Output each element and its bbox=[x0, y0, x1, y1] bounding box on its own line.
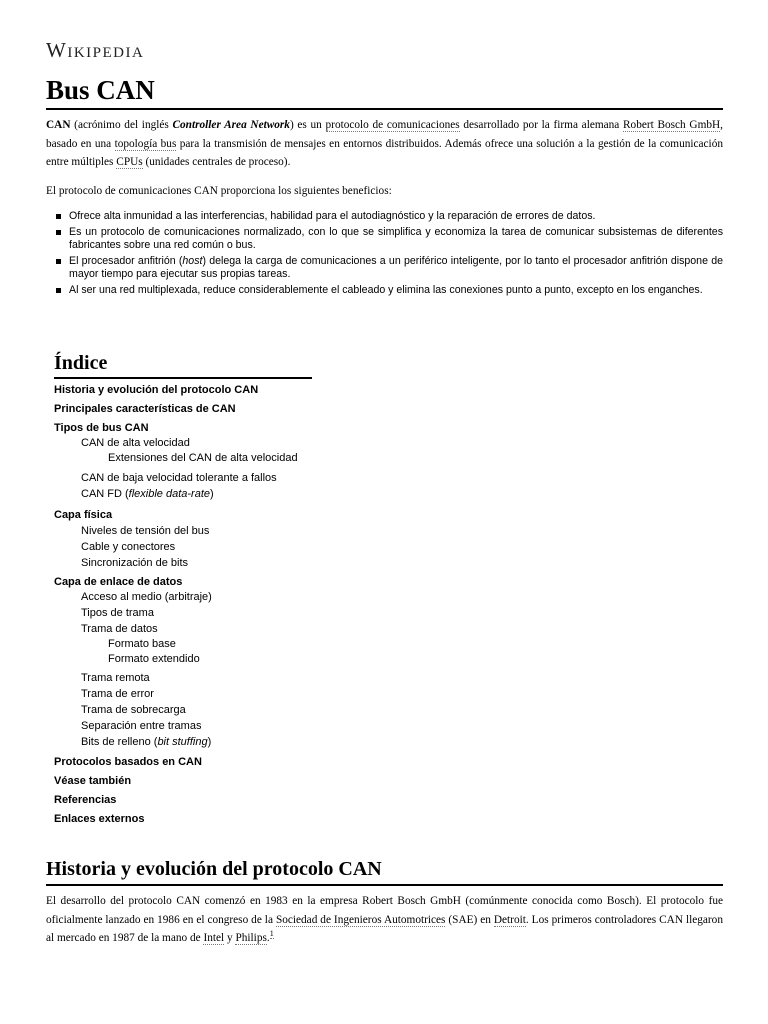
toc-item-vease[interactable]: Véase también bbox=[54, 775, 132, 787]
list-item: Al ser una red multiplexada, reduce considerablemente el cableado y elimina las conexiones punto a punto, excepto en los enganches. bbox=[69, 284, 723, 297]
toc-item-niveles[interactable]: Niveles de tensión del bus bbox=[81, 525, 210, 537]
reference-link[interactable]: 1 bbox=[269, 929, 274, 939]
toc-item-separacion[interactable]: Separación entre tramas bbox=[81, 720, 202, 732]
section-paragraph: El desarrollo del protocolo CAN comenzó en 1983 en la empresa Robert Bosch GmbH (comúnmente conocida como Bosch). El protocolo fue oficialmente lanzado en 1986 en el congreso de la Sociedad de Ingenieros Automotrices (SAE) en Detroit. Los primeros controladores CAN llegaron al mercado en 1987 de la mano de Intel y Philips.$^1$ bbox=[46, 895, 723, 944]
toc-item-formato-base[interactable]: Formato base bbox=[108, 638, 176, 650]
toc-item-alta[interactable]: CAN de alta velocidad bbox=[81, 437, 190, 449]
list-item: Ofrece alta inmunidad a las interferencias, habilidad para el autodiagnóstico y la reparación de errores de datos. bbox=[69, 210, 723, 223]
link-protocolo[interactable]: protocolo de comunicaciones bbox=[325, 119, 460, 131]
article bbox=[46, 38, 723, 301]
page-title: Bus CAN bbox=[46, 74, 723, 110]
lead-paragraph: CAN (acrónimo del inglés Controller Area Network) es un protocolo de comunicaciones desarrollado por la firma alemana Robert Bosch GmbH, basado en una topología bus para la transmisión de mensajes en entornos distribuidos. Además ofrece una solución a la gestión de la comunicación entre múltiples CPUs (unidades centrales de proceso). bbox=[46, 119, 723, 168]
toc-list bbox=[54, 383, 312, 827]
section-historia bbox=[46, 856, 723, 948]
toc-item-protocolos[interactable]: Protocolos basados en CAN bbox=[54, 756, 202, 768]
link-bosch[interactable]: Robert Bosch GmbH bbox=[623, 119, 721, 131]
benefits-list bbox=[46, 210, 723, 298]
benefits-intro: El protocolo de comunicaciones CAN proporciona los siguientes beneficios: bbox=[46, 184, 392, 197]
toc-item-extensiones[interactable]: Extensiones del CAN de alta velocidad bbox=[108, 452, 298, 464]
toc-item-relleno[interactable]: Bits de relleno (bit stuffing) bbox=[81, 736, 212, 748]
toc-item-formato-ext[interactable]: Formato extendido bbox=[108, 653, 200, 665]
list-item: Es un protocolo de comunicaciones normalizado, con lo que se simplifica y economiza la tarea de comunicar subsistemas de diferentes fabricantes sobre una red común o bus. bbox=[69, 226, 723, 251]
link-cpus[interactable]: CPUs bbox=[116, 156, 143, 168]
toc-item-trama-sobrecarga[interactable]: Trama de sobrecarga bbox=[81, 704, 186, 716]
table-of-contents bbox=[54, 350, 312, 827]
toc-item-trama-remota[interactable]: Trama remota bbox=[81, 672, 150, 684]
link-sae[interactable]: Sociedad de Ingenieros Automotrices bbox=[275, 913, 446, 926]
toc-item-tipos-trama[interactable]: Tipos de trama bbox=[81, 607, 154, 619]
wikipedia-logo[interactable]: Wikipedia bbox=[46, 38, 145, 62]
toc-item-capa-enlace[interactable]: Capa de enlace de datos bbox=[54, 576, 183, 588]
toc-item-enlaces[interactable]: Enlaces externos bbox=[54, 813, 145, 825]
link-topologia[interactable]: topología bus bbox=[114, 137, 177, 150]
toc-title: Índice bbox=[54, 350, 312, 379]
toc-item-tipos[interactable]: Tipos de bus CAN bbox=[54, 422, 149, 434]
link-philips[interactable]: Philips bbox=[235, 932, 267, 944]
toc-item-principales[interactable]: Principales características de CAN bbox=[54, 403, 236, 415]
toc-item-acceso[interactable]: Acceso al medio (arbitraje) bbox=[81, 591, 212, 603]
toc-item-referencias[interactable]: Referencias bbox=[54, 794, 117, 806]
toc-item-capa-fisica[interactable]: Capa física bbox=[54, 509, 113, 521]
lead-term: CAN bbox=[46, 119, 71, 131]
toc-item-sincronizacion[interactable]: Sincronización de bits bbox=[81, 557, 189, 569]
toc-item-cable[interactable]: Cable y conectores bbox=[81, 541, 176, 553]
list-item: El procesador anfitrión (host) delega la carga de comunicaciones a un periférico inteligente, por lo tanto el procesador anfitrión dispone de mayor tiempo para ejecutar sus propias tareas. bbox=[69, 255, 723, 280]
link-intel[interactable]: Intel bbox=[203, 932, 225, 944]
toc-item-fd[interactable]: CAN FD (flexible data-rate) bbox=[81, 488, 214, 500]
toc-item-baja[interactable]: CAN de baja velocidad tolerante a fallos bbox=[81, 472, 277, 484]
section-heading: Historia y evolución del protocolo CAN bbox=[46, 856, 723, 886]
lead-expansion: Controller Area Network bbox=[172, 119, 290, 131]
toc-item-trama-error[interactable]: Trama de error bbox=[81, 688, 154, 700]
toc-item-trama-datos[interactable]: Trama de datos bbox=[81, 623, 158, 635]
link-detroit[interactable]: Detroit bbox=[493, 913, 526, 926]
toc-item-historia[interactable]: Historia y evolución del protocolo CAN bbox=[54, 384, 259, 396]
